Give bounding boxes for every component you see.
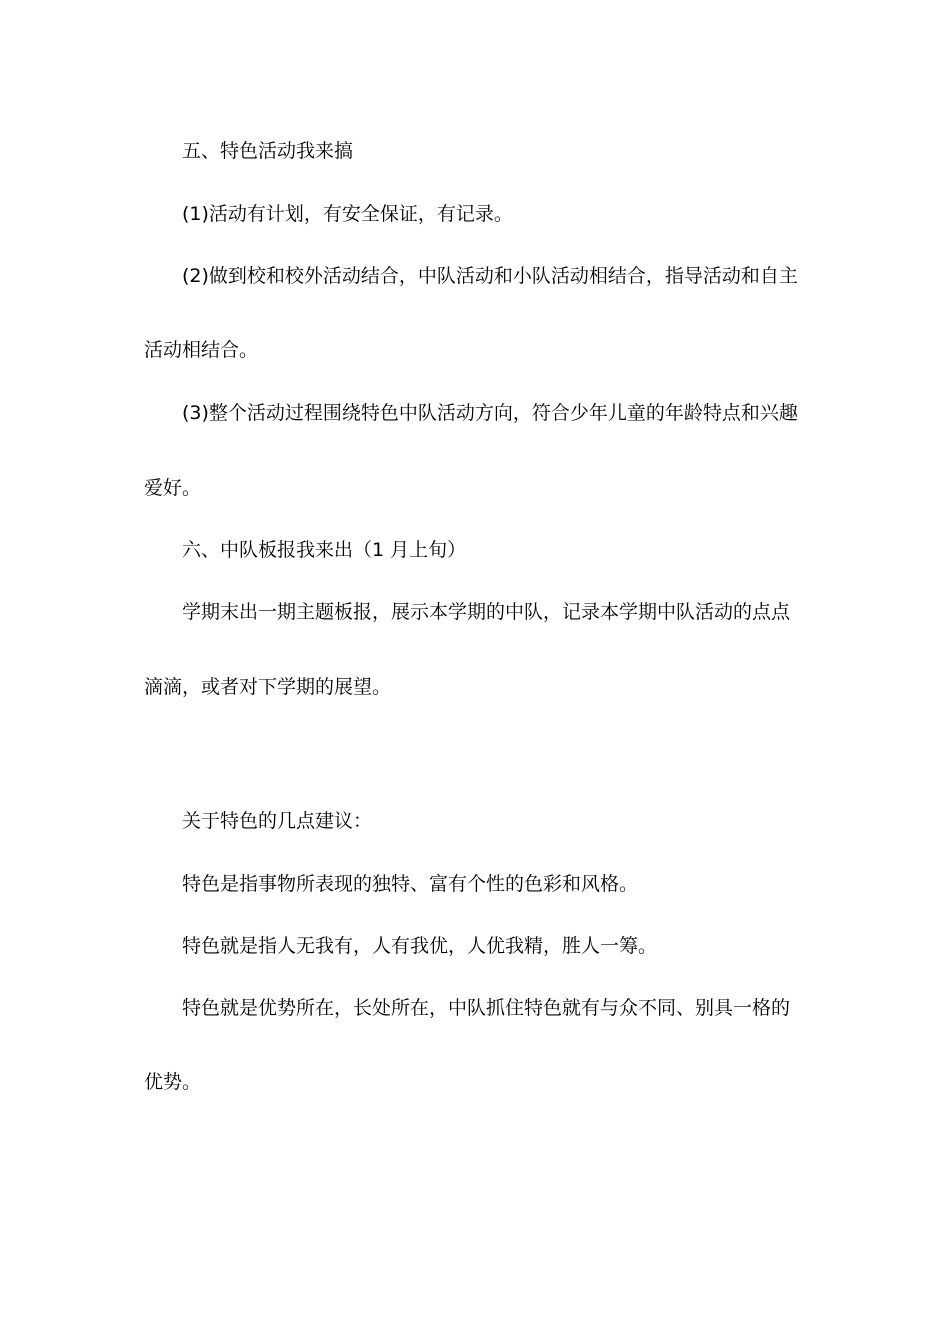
paragraph-line: (1)活动有计划，有安全保证，有记录。	[182, 203, 513, 225]
paragraph-line: 滴滴，或者对下学期的展望。	[144, 676, 392, 698]
paragraph-line: 优势。	[144, 1071, 202, 1093]
section-heading-6: 六、中队板报我来出（1 月上旬）	[182, 539, 467, 561]
subheading: 关于特色的几点建议：	[182, 810, 373, 832]
paragraph-line: (2)做到校和校外活动结合，中队活动和小队活动相结合，指导活动和自主	[182, 265, 798, 287]
paragraph-line: 学期末出一期主题板报，展示本学期的中队，记录本学期中队活动的点点	[182, 601, 791, 623]
paragraph-line: 活动相结合。	[144, 339, 259, 361]
paragraph-line: 特色是指事物所表现的独特、富有个性的色彩和风格。	[182, 873, 639, 895]
section-heading-5: 五、特色活动我来搞	[182, 140, 354, 162]
paragraph-line: 爱好。	[144, 477, 202, 499]
paragraph-line: (3)整个活动过程围绕特色中队活动方向，符合少年儿童的年龄特点和兴趣	[182, 402, 798, 424]
paragraph-line: 特色就是优势所在，长处所在，中队抓住特色就有与众不同、别具一格的	[182, 997, 791, 1019]
paragraph-line: 特色就是指人无我有，人有我优，人优我精，胜人一筹。	[182, 935, 658, 957]
